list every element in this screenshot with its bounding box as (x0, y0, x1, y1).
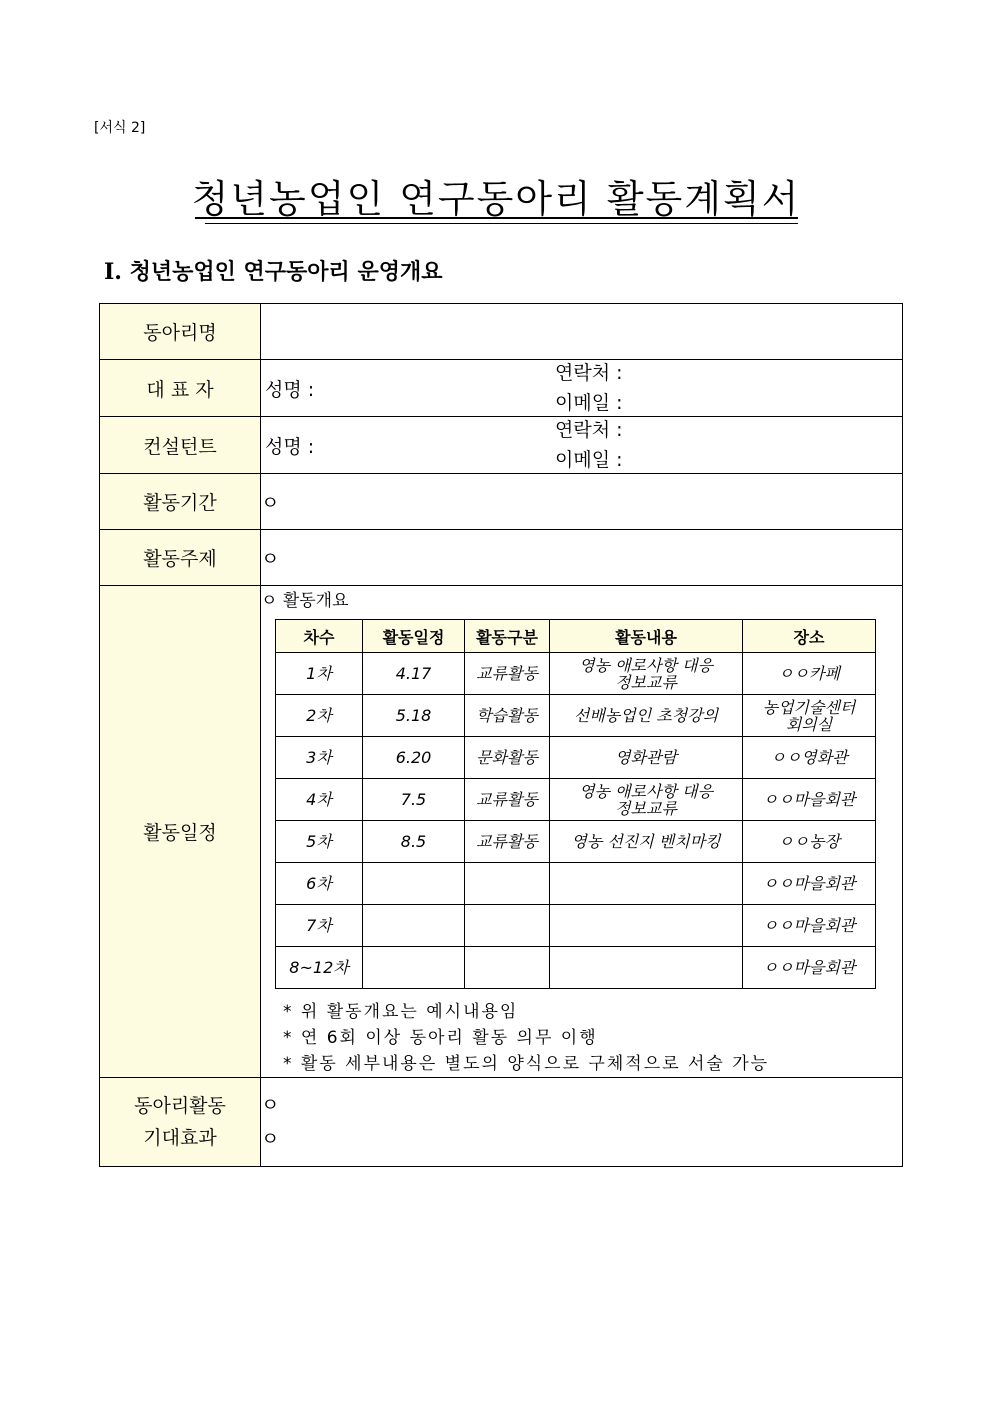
content-cell[interactable]: 영농 애로사항 대응 정보교류 (550, 779, 743, 821)
type-cell[interactable]: 교류활동 (465, 821, 550, 863)
date-cell[interactable] (363, 863, 465, 905)
header-place: 장소 (743, 620, 876, 653)
representative-label: 대 표 자 (100, 360, 261, 417)
place-cell[interactable]: ㅇㅇ영화관 (743, 737, 876, 779)
schedule-field (261, 586, 903, 1078)
place-cell[interactable]: ㅇㅇ농장 (743, 821, 876, 863)
table-row (276, 905, 876, 947)
note-line: * 연 6회 이상 동아리 활동 의무 이행 (283, 1028, 598, 1048)
form-number: [서식 2] (94, 120, 146, 136)
effect-bullet: ㅇ (261, 1128, 280, 1150)
date-cell[interactable]: 8.5 (363, 821, 465, 863)
round-cell: 5차 (276, 821, 363, 863)
type-cell[interactable] (465, 905, 550, 947)
topic-field[interactable]: ㅇ (261, 530, 903, 586)
period-label: 활동기간 (100, 474, 261, 530)
club-name-label: 동아리명 (100, 304, 261, 360)
schedule-label: 활동일정 (100, 586, 261, 1078)
consultant-email: 이메일 : (555, 449, 623, 471)
content-cell[interactable] (550, 863, 743, 905)
round-cell: 8~12차 (276, 947, 363, 989)
date-cell[interactable] (363, 905, 465, 947)
content-cell[interactable]: 선배농업인 초청강의 (550, 695, 743, 737)
round-cell: 7차 (276, 905, 363, 947)
title-underline (195, 217, 798, 219)
table-row (276, 863, 876, 905)
type-cell[interactable]: 학습활동 (465, 695, 550, 737)
type-cell[interactable] (465, 947, 550, 989)
type-cell[interactable] (465, 863, 550, 905)
content-cell[interactable]: 영화관람 (550, 737, 743, 779)
place-cell[interactable]: ㅇㅇ카페 (743, 653, 876, 695)
table-row (276, 653, 876, 695)
date-cell[interactable]: 5.18 (363, 695, 465, 737)
table-row (276, 779, 876, 821)
topic-label: 활동주제 (100, 530, 261, 586)
consultant-label: 컨설턴트 (100, 417, 261, 474)
effect-label: 동아리활동 기대효과 (100, 1078, 261, 1167)
effect-field[interactable] (261, 1078, 903, 1167)
representative-contact: 연락처 : (555, 362, 623, 384)
content-cell[interactable]: 영농 애로사항 대응 정보교류 (550, 653, 743, 695)
date-cell[interactable]: 6.20 (363, 737, 465, 779)
place-cell[interactable]: 농업기술센터 회의실 (743, 695, 876, 737)
date-cell[interactable] (363, 947, 465, 989)
table-row (276, 821, 876, 863)
schedule-table (275, 619, 876, 989)
period-field[interactable]: ㅇ (261, 474, 903, 530)
date-cell[interactable]: 4.17 (363, 653, 465, 695)
schedule-header-row (276, 620, 876, 653)
place-cell[interactable]: ㅇㅇ마을회관 (743, 947, 876, 989)
type-cell[interactable]: 교류활동 (465, 779, 550, 821)
effect-bullet: ㅇ (261, 1094, 280, 1116)
header-date: 활동일정 (363, 620, 465, 653)
round-cell: 3차 (276, 737, 363, 779)
content-cell[interactable] (550, 947, 743, 989)
club-name-field[interactable] (261, 304, 903, 360)
type-cell[interactable]: 문화활동 (465, 737, 550, 779)
representative-email: 이메일 : (555, 392, 623, 414)
table-row (276, 695, 876, 737)
consultant-name: 성명 : (265, 435, 315, 458)
round-cell: 6차 (276, 863, 363, 905)
representative-field[interactable] (261, 360, 903, 417)
note-line: * 활동 세부내용은 별도의 양식으로 구체적으로 서술 가능 (283, 1054, 770, 1074)
note-line: * 위 활동개요는 예시내용임 (283, 1002, 519, 1022)
place-cell[interactable]: ㅇㅇ마을회관 (743, 905, 876, 947)
round-cell: 4차 (276, 779, 363, 821)
header-type: 활동구분 (465, 620, 550, 653)
schedule-overview: ㅇ 활동개요 (261, 591, 349, 611)
header-content: 활동내용 (550, 620, 743, 653)
consultant-field[interactable] (261, 417, 903, 474)
content-cell[interactable] (550, 905, 743, 947)
round-cell: 2차 (276, 695, 363, 737)
round-cell: 1차 (276, 653, 363, 695)
table-row (276, 737, 876, 779)
representative-name: 성명 : (265, 378, 315, 401)
place-cell[interactable]: ㅇㅇ마을회관 (743, 779, 876, 821)
section-heading: Ⅰ. 청년농업인 연구동아리 운영개요 (104, 259, 443, 285)
title-underline-thin (205, 223, 798, 224)
content-cell[interactable]: 영농 선진지 벤치마킹 (550, 821, 743, 863)
overview-table (99, 303, 903, 1167)
place-cell[interactable]: ㅇㅇ마을회관 (743, 863, 876, 905)
consultant-contact: 연락처 : (555, 419, 623, 441)
date-cell[interactable]: 7.5 (363, 779, 465, 821)
type-cell[interactable]: 교류활동 (465, 653, 550, 695)
schedule-notes (283, 999, 902, 1077)
document-title: 청년농업인 연구동아리 활동계획서 (191, 177, 801, 221)
table-row (276, 947, 876, 989)
header-round: 차수 (276, 620, 363, 653)
